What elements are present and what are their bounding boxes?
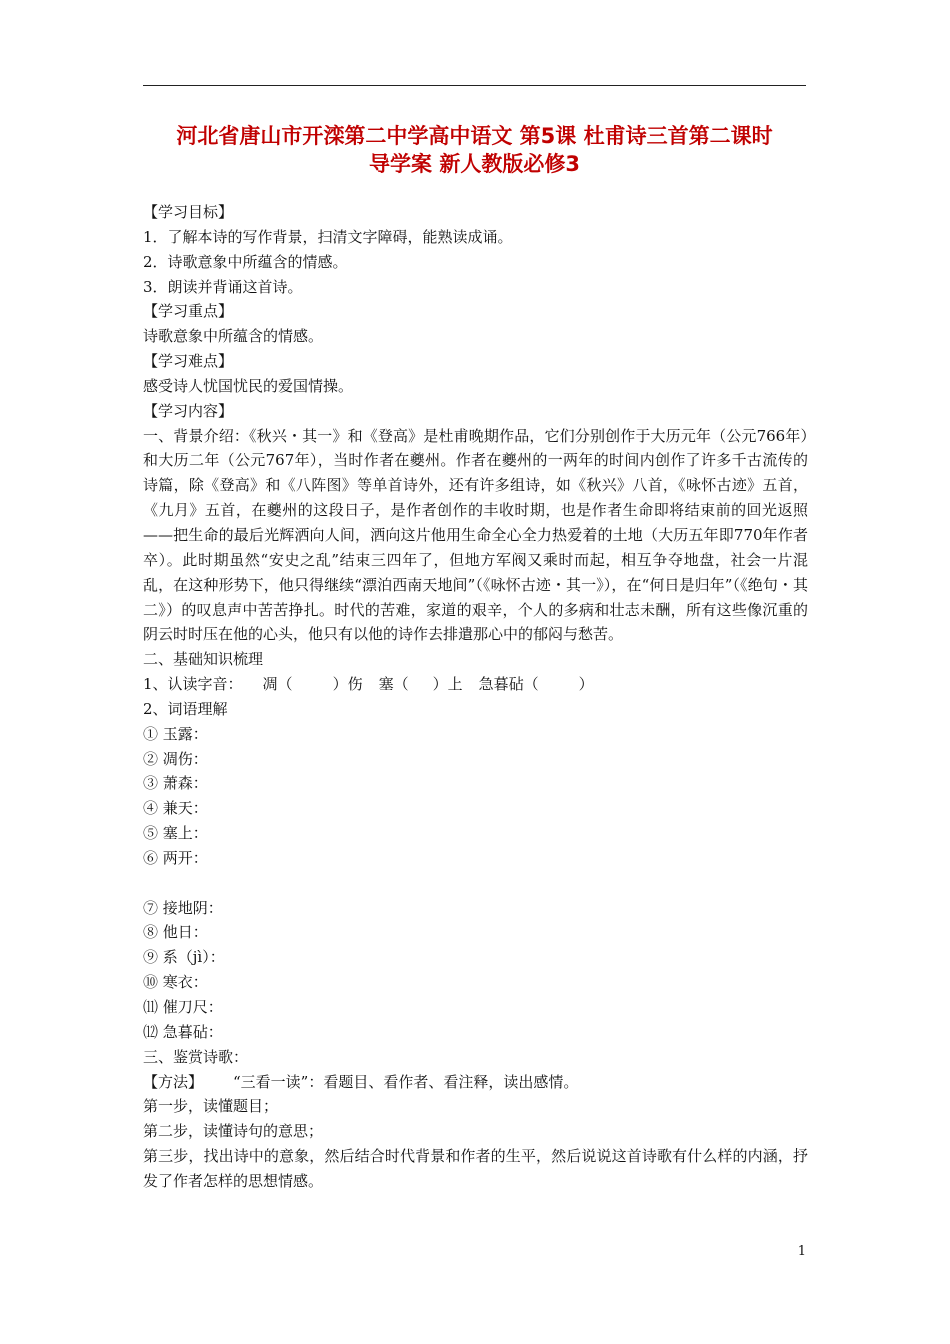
vocab-item: ⑦ 接地阴： xyxy=(143,898,223,917)
difficulty-text: 感受诗人忧国忧民的爱国情操。 xyxy=(143,376,354,395)
vocab-item: ⑨ 系（jì）： xyxy=(143,948,225,967)
focus-heading: 【学习重点】 xyxy=(143,302,234,321)
focus-text: 诗歌意象中所蕴含的情感。 xyxy=(143,327,324,346)
basics-heading: 二、基础知识梳理 xyxy=(143,650,264,669)
document-title xyxy=(143,122,806,178)
goal-item: 3．朗读并背诵这首诗。 xyxy=(143,277,303,296)
pronunciation-tail-1: ）伤 xyxy=(332,675,363,694)
method-text: “三看一读”：看题目、看作者、看注释，读出感情。 xyxy=(233,1072,579,1091)
vocab-item: ② 凋伤： xyxy=(143,749,208,768)
vocab-item: ④ 兼天： xyxy=(143,799,208,818)
pronunciation-word-1: 凋（ xyxy=(262,675,293,694)
vocab-item: ③ 萧森： xyxy=(143,774,208,793)
page-number: 1 xyxy=(797,1244,806,1259)
title-line-1: 河北省唐山市开滦第二中学高中语文 第5课 杜甫诗三首第二课时 xyxy=(176,124,773,148)
title-line-2: 导学案 新人教版必修3 xyxy=(369,152,580,176)
spacer xyxy=(143,871,808,896)
vocab-item: ⑥ 两开： xyxy=(143,848,208,867)
vocab-heading: 2、词语理解 xyxy=(143,699,228,718)
pronunciation-label: 1、认读字音： xyxy=(143,675,243,694)
vocab-item: ⑾ 催刀尺： xyxy=(143,998,223,1016)
pronunciation-word-3: 急暮砧（ xyxy=(478,675,539,694)
goal-heading: 【学习目标】 xyxy=(143,203,234,221)
vocab-item: ① 玉露： xyxy=(143,724,208,743)
step-3: 第三步，找出诗中的意象，然后结合时代背景和作者的生平，然后说说这首诗歌有什么样的内涵，抒发了作者怎样的思想情感。 xyxy=(143,1147,808,1190)
vocab-item: ⑩ 寒衣： xyxy=(143,973,208,992)
background-paragraph: 一、背景介绍：《秋兴・其一》和《登高》是杜甫晚期作品，它们分别创作于大历元年（公元766年）和大历二年（公元767年），当时作者在夔州。作者在夔州的一两年的时间内创作了许多千古流传的诗篇，除《登高》和《八阵图》等单首诗外，还有许多组诗，如《秋兴》八首，《咏怀古迹》五首，《九月》五首，在夔州的这段日子，是作者创作的丰收时期，也是作者生命即将结束前的回光返照——把生命的最后光辉洒向人间，洒向这片他用生命全心全力热爱着的土地（大历五年即770年作者卒）。此时期虽然“安史之乱”结束三四年了，但地方军阀又乘时而起，相互争夺地盘，社会一片混乱，在这种形势下，他只得继续“漂泊西南天地间”（《咏怀古迹・其一》），在“何日是归年”（《绝句・其二》）的叹息声中苦苦挣扎。时代的苦难，家道的艰辛，个人的多病和壮志未酬，所有这些像沉重的阴云时时压在他的心头，他只有以他的诗作去排遣那心中的郁闷与愁苦。 xyxy=(143,426,808,644)
vocab-item: ⑿ 急暮砧： xyxy=(143,1022,223,1041)
goal-item: 1．了解本诗的写作背景，扫清文字障碍，能熟读成诵。 xyxy=(143,227,513,246)
difficulty-heading: 【学习难点】 xyxy=(143,352,234,371)
appreciation-heading: 三、鉴赏诗歌： xyxy=(143,1047,249,1066)
method-line xyxy=(143,1070,808,1095)
document-body xyxy=(143,200,808,1194)
pronunciation-word-2: 塞（ xyxy=(378,675,409,694)
content-heading: 【学习内容】 xyxy=(143,401,234,420)
pronunciation-line xyxy=(143,672,808,697)
header-rule xyxy=(143,85,806,86)
goal-item: 2．诗歌意象中所蕴含的情感。 xyxy=(143,252,348,271)
step-1: 第一步，读懂题目； xyxy=(143,1097,279,1116)
vocab-item: ⑤ 塞上： xyxy=(143,824,208,843)
step-2: 第二步，读懂诗句的意思； xyxy=(143,1122,324,1141)
method-label: 【方法】 xyxy=(143,1072,204,1091)
pronunciation-tail-2: ）上 xyxy=(432,675,463,694)
pronunciation-tail-3: ） xyxy=(578,675,594,694)
vocab-item: ⑧ 他日： xyxy=(143,923,208,942)
